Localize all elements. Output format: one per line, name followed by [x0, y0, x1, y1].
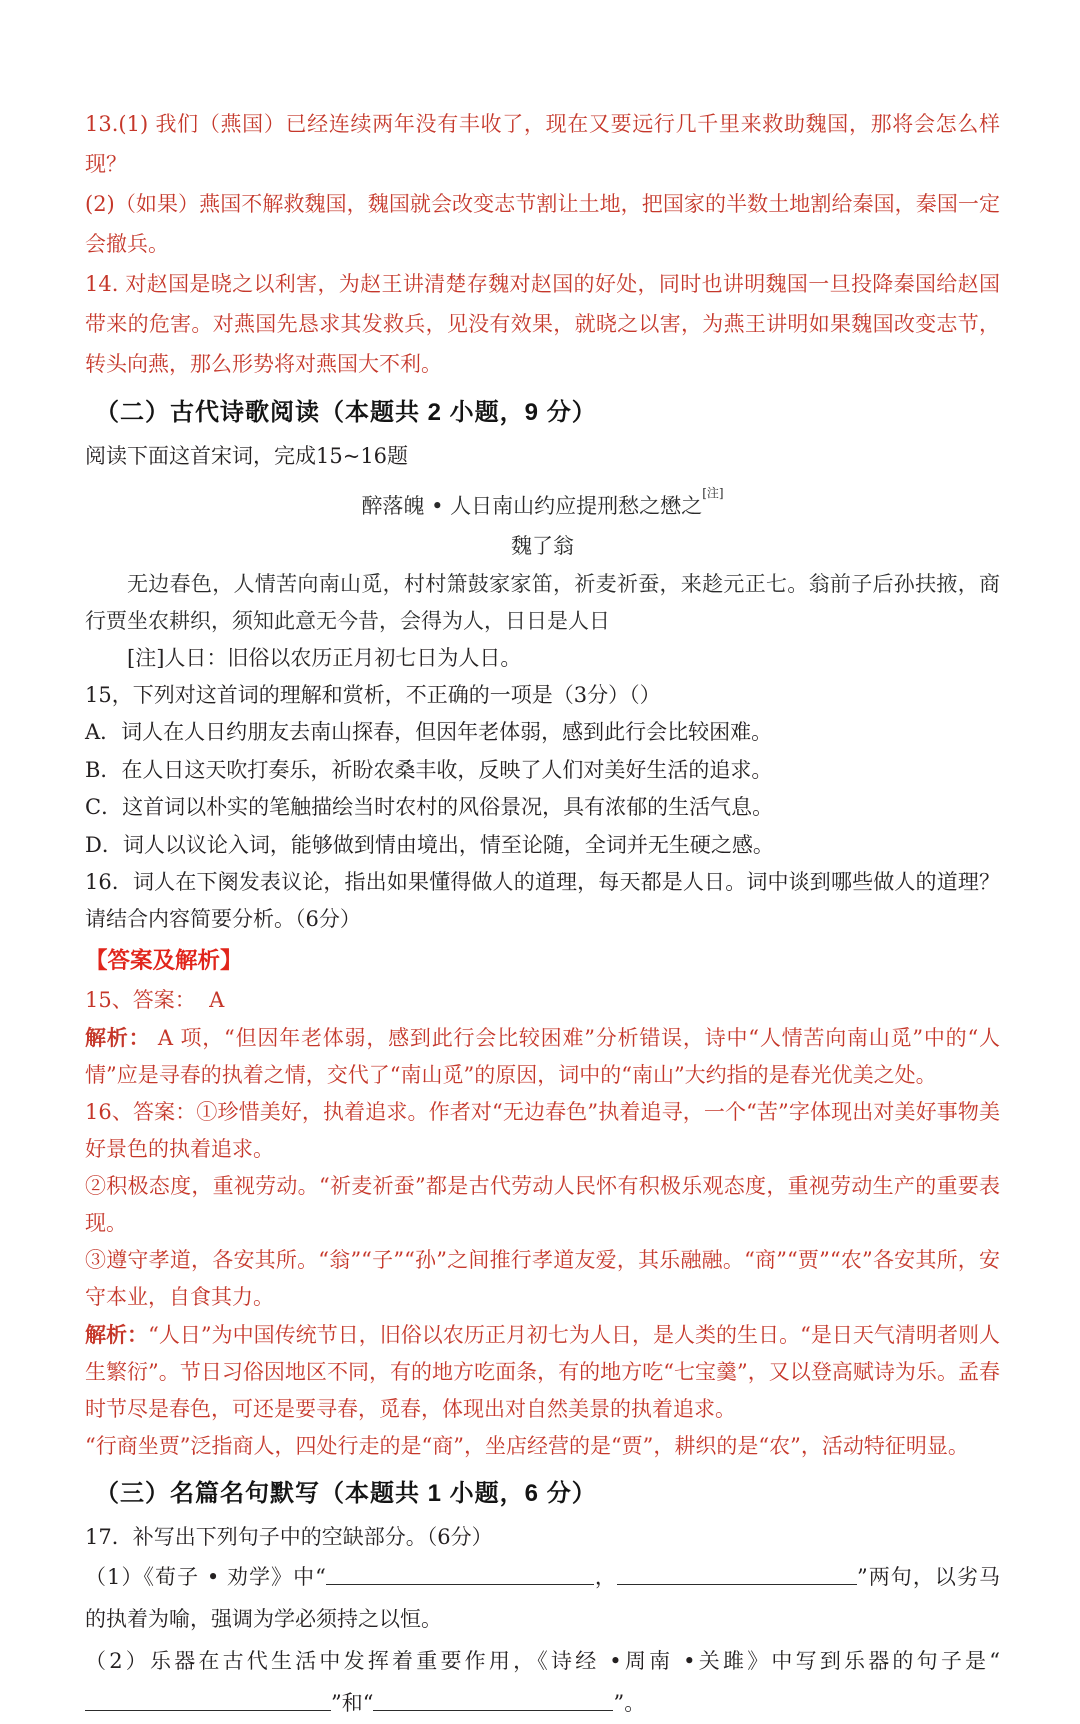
analysis-label: 解析：	[85, 1322, 149, 1347]
text-run: 醉落魄 • 人日南山约应提刑愁之懋之	[361, 494, 703, 518]
text-run: [注]人日：旧俗以农历正月初七日为人日。	[127, 646, 522, 670]
text-run: 16．词人在下阕发表议论，指出如果懂得做人的道理，每天都是人日。词中谈到哪些做人的道理？请结合内容简要分析。（6分）	[85, 870, 1000, 931]
text-run: A．词人在人日约朋友去南山探春，但因年老体弱，感到此行会比较困难。	[85, 720, 773, 744]
reading-instruction	[85, 438, 1000, 475]
option-a	[85, 714, 1000, 752]
footnote-marker: [注]	[702, 486, 724, 500]
text-run: 无边春色，人情苦向南山觅，村村箫鼓家家笛，祈麦祈蚕，来趁元正七。翁前子后孙扶掖，商行贾坐农耕织，须知此意无今昔，会得为人，日日是人日	[85, 572, 1000, 633]
poem-author	[85, 526, 1000, 566]
answer-blank-4[interactable]	[373, 1696, 613, 1711]
text-run: D．词人以议论入词，能够做到情由境出，情至论随，全词并无生硬之感。	[85, 832, 774, 857]
answer-blank-2[interactable]	[617, 1570, 857, 1585]
text-run: ③遵守孝道，各安其所。“翁”“子”“孙”之间推行孝道友爱，其乐融融。“商”“贾”“农”各安其所，安守本业，自食其力。	[85, 1248, 1000, 1309]
text-run: 15，下列对这首词的理解和赏析，不正确的一项是（3分）（）	[85, 683, 661, 707]
text-run: （2）乐器在古代生活中发挥着重要作用，《诗经 •周南 •关雎》中写到乐器的句子是“	[85, 1649, 1000, 1673]
answer-16-point1	[85, 1094, 1000, 1168]
text-run: （1）《荀子 • 劝学》中“	[85, 1565, 326, 1589]
answer-16-point2	[85, 1168, 1000, 1242]
text-run: (2)（如果）燕国不解救魏国，魏国就会改变志节割让土地，把国家的半数土地割给秦国，秦国一定会撤兵。	[85, 192, 1000, 256]
poem-note	[85, 640, 1000, 677]
section-heading-2	[85, 390, 1000, 436]
text-run: 13.(1) 我们（燕国）已经连续两年没有丰收了，现在又要远行几千里来救助魏国，那将会怎么样现？	[85, 112, 1000, 176]
text-run: 16、答案：①珍惜美好，执着追求。作者对“无边春色”执着追寻，一个“苦”字体现出对美好事物美好景色的执着追求。	[85, 1100, 1000, 1161]
text-run: 14. 对赵国是晓之以利害，为赵王讲清楚存魏对赵国的好处，同时也讲明魏国一旦投降秦国给赵国带来的危害。对燕国先恳求其发救兵，见没有效果，就晓之以害，为燕王讲明如果魏国改变志节，转头向燕，那么形势将对燕国大不利。	[85, 272, 1000, 376]
answer-16-point3	[85, 1242, 1000, 1316]
question-16	[85, 864, 1000, 938]
text-run: ，	[593, 1565, 617, 1589]
text-run: C．这首词以朴实的笔触描绘当时农村的风俗景况，具有浓郁的生活气息。	[85, 795, 774, 819]
text-run: ”和“	[331, 1691, 374, 1715]
section-heading-3	[85, 1471, 1000, 1517]
question-17-2	[85, 1640, 1000, 1724]
answer-blank-3[interactable]	[85, 1696, 331, 1711]
answers-header	[85, 940, 1000, 982]
text-run: 17．补写出下列句子中的空缺部分。（6分）	[85, 1525, 493, 1549]
poem-title	[85, 481, 1000, 526]
text-run: 魏了翁	[511, 534, 574, 558]
text-run: （三）名篇名句默写（本题共 1 小题，6 分）	[95, 1480, 597, 1507]
text-run: ②积极态度，重视劳动。“祈麦祈蚕”都是古代劳动人民怀有积极乐观态度，重视劳动生产的重要表现。	[85, 1174, 1000, 1235]
analysis-label: 解析：	[85, 1025, 151, 1050]
analysis-16	[85, 1316, 1000, 1428]
text-run: “人日”为中国传统节日，旧俗以农历正月初七为人日，是人类的生日。“是日天气清明者则人生繁衍”。节日习俗因地区不同，有的地方吃面条，有的地方吃“七宝羹”，又以登高赋诗为乐。孟春时节尽是春色，可还是要寻春，觅春，体现出对自然美景的执着追求。	[85, 1323, 1000, 1421]
answer-13-2	[85, 184, 1000, 264]
question-17	[85, 1519, 1000, 1556]
option-b	[85, 752, 1000, 790]
text-run: “行商坐贾”泛指商人，四处行走的是“商”，坐店经营的是“贾”，耕织的是“农”，活动特征明显。	[85, 1434, 969, 1458]
text-run: 15、答案： A	[85, 988, 225, 1012]
answer-13	[85, 104, 1000, 184]
question-17-1	[85, 1556, 1000, 1640]
poem-body	[85, 566, 1000, 640]
text-run: B．在人日这天吹打奏乐，祈盼农桑丰收，反映了人们对美好生活的追求。	[85, 757, 773, 782]
analysis-15	[85, 1019, 1000, 1094]
text-run: （二）古代诗歌阅读（本题共 2 小题，9 分）	[95, 399, 597, 426]
question-15	[85, 677, 1000, 714]
option-c	[85, 789, 1000, 827]
text-run: 【答案及解析】	[85, 948, 243, 973]
text-run: A 项，“但因年老体弱，感到此行会比较困难”分析错误，诗中“人情苦向南山觅”中的“人情”应是寻春的执着之情，交代了“南山觅”的原因，词中的“南山”大约指的是春光优美之处。	[85, 1026, 1000, 1087]
answer-14	[85, 264, 1000, 384]
text-run: ”两句，以劣马的执着为喻，强调为学必须持之以恒。	[85, 1565, 1000, 1631]
answer-15	[85, 982, 1000, 1019]
answer-blank-1[interactable]	[326, 1570, 594, 1585]
text-run: 阅读下面这首宋词，完成15~16题	[85, 444, 409, 468]
analysis-16-extra	[85, 1428, 1000, 1465]
option-d	[85, 827, 1000, 865]
text-run: ”。	[613, 1691, 646, 1715]
